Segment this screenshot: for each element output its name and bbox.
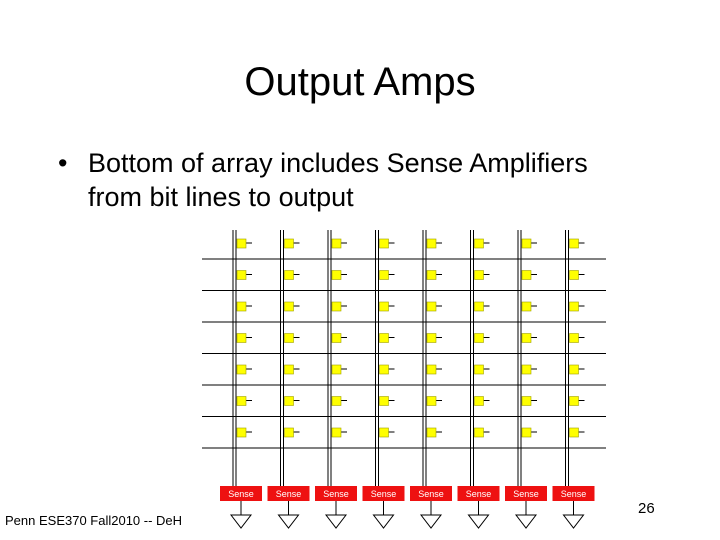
memory-cell (522, 365, 531, 374)
memory-cell (570, 334, 579, 343)
memory-cell (237, 365, 246, 374)
memory-cell (332, 334, 341, 343)
sense-amp-label: Sense (418, 489, 444, 499)
memory-cell (380, 397, 389, 406)
memory-cell (570, 239, 579, 248)
output-triangle (231, 515, 251, 528)
memory-cell (475, 334, 484, 343)
memory-cell (332, 239, 341, 248)
memory-cell (237, 271, 246, 280)
memory-cell (237, 302, 246, 311)
memory-cell (332, 302, 341, 311)
memory-cell (285, 428, 294, 437)
bullet-dot: • (58, 148, 68, 178)
memory-cell (475, 271, 484, 280)
memory-cell (427, 271, 436, 280)
memory-cell (522, 271, 531, 280)
memory-cell (332, 428, 341, 437)
sense-amp-label: Sense (275, 489, 302, 499)
memory-cell (522, 302, 531, 311)
memory-cell (475, 239, 484, 248)
sense-amp-label: Sense (465, 489, 492, 499)
memory-cell (427, 239, 436, 248)
bullet-text: Bottom of array includes Sense Amplifiers from bit lines to output (88, 148, 588, 212)
memory-cell (522, 397, 531, 406)
memory-cell (522, 239, 531, 248)
sense-amp-label: Sense (323, 489, 349, 499)
memory-cell (237, 239, 246, 248)
memory-cell (380, 365, 389, 374)
memory-cell (237, 334, 246, 343)
output-triangle (564, 515, 584, 528)
output-triangle (374, 515, 394, 528)
memory-cell (570, 365, 579, 374)
memory-cell (475, 302, 484, 311)
page-number: 26 (638, 500, 655, 517)
memory-cell (380, 302, 389, 311)
output-triangle (279, 515, 299, 528)
memory-cell (427, 365, 436, 374)
memory-cell (380, 428, 389, 437)
output-triangle (326, 515, 346, 528)
memory-cell (427, 397, 436, 406)
memory-cell (475, 365, 484, 374)
output-triangle (421, 515, 441, 528)
memory-cell (285, 271, 294, 280)
memory-cell (380, 334, 389, 343)
sense-amp-label: Sense (560, 489, 587, 499)
memory-cell (522, 428, 531, 437)
memory-cell (332, 397, 341, 406)
memory-cell (285, 334, 294, 343)
memory-cell (570, 397, 579, 406)
memory-cell (570, 271, 579, 280)
memory-cell (427, 302, 436, 311)
memory-cell (570, 302, 579, 311)
memory-cell (475, 397, 484, 406)
output-triangle (516, 515, 536, 528)
memory-cell (237, 428, 246, 437)
memory-cell (570, 428, 579, 437)
sense-amp-label: Sense (228, 489, 254, 499)
memory-cell (475, 428, 484, 437)
sense-amp-label: Sense (370, 489, 397, 499)
memory-cell (285, 397, 294, 406)
sense-amp-label: Sense (513, 489, 539, 499)
output-triangle (469, 515, 489, 528)
memory-cell (237, 397, 246, 406)
memory-cell (285, 365, 294, 374)
memory-cell (285, 239, 294, 248)
slide-title: Output Amps (244, 60, 476, 104)
memory-cell (522, 334, 531, 343)
memory-cell (380, 239, 389, 248)
memory-cell (332, 365, 341, 374)
memory-cell (427, 428, 436, 437)
memory-cell (332, 271, 341, 280)
footer-course: Penn ESE370 Fall2010 -- DeH (5, 513, 183, 528)
memory-cell (427, 334, 436, 343)
memory-cell (380, 271, 389, 280)
memory-cell (285, 302, 294, 311)
